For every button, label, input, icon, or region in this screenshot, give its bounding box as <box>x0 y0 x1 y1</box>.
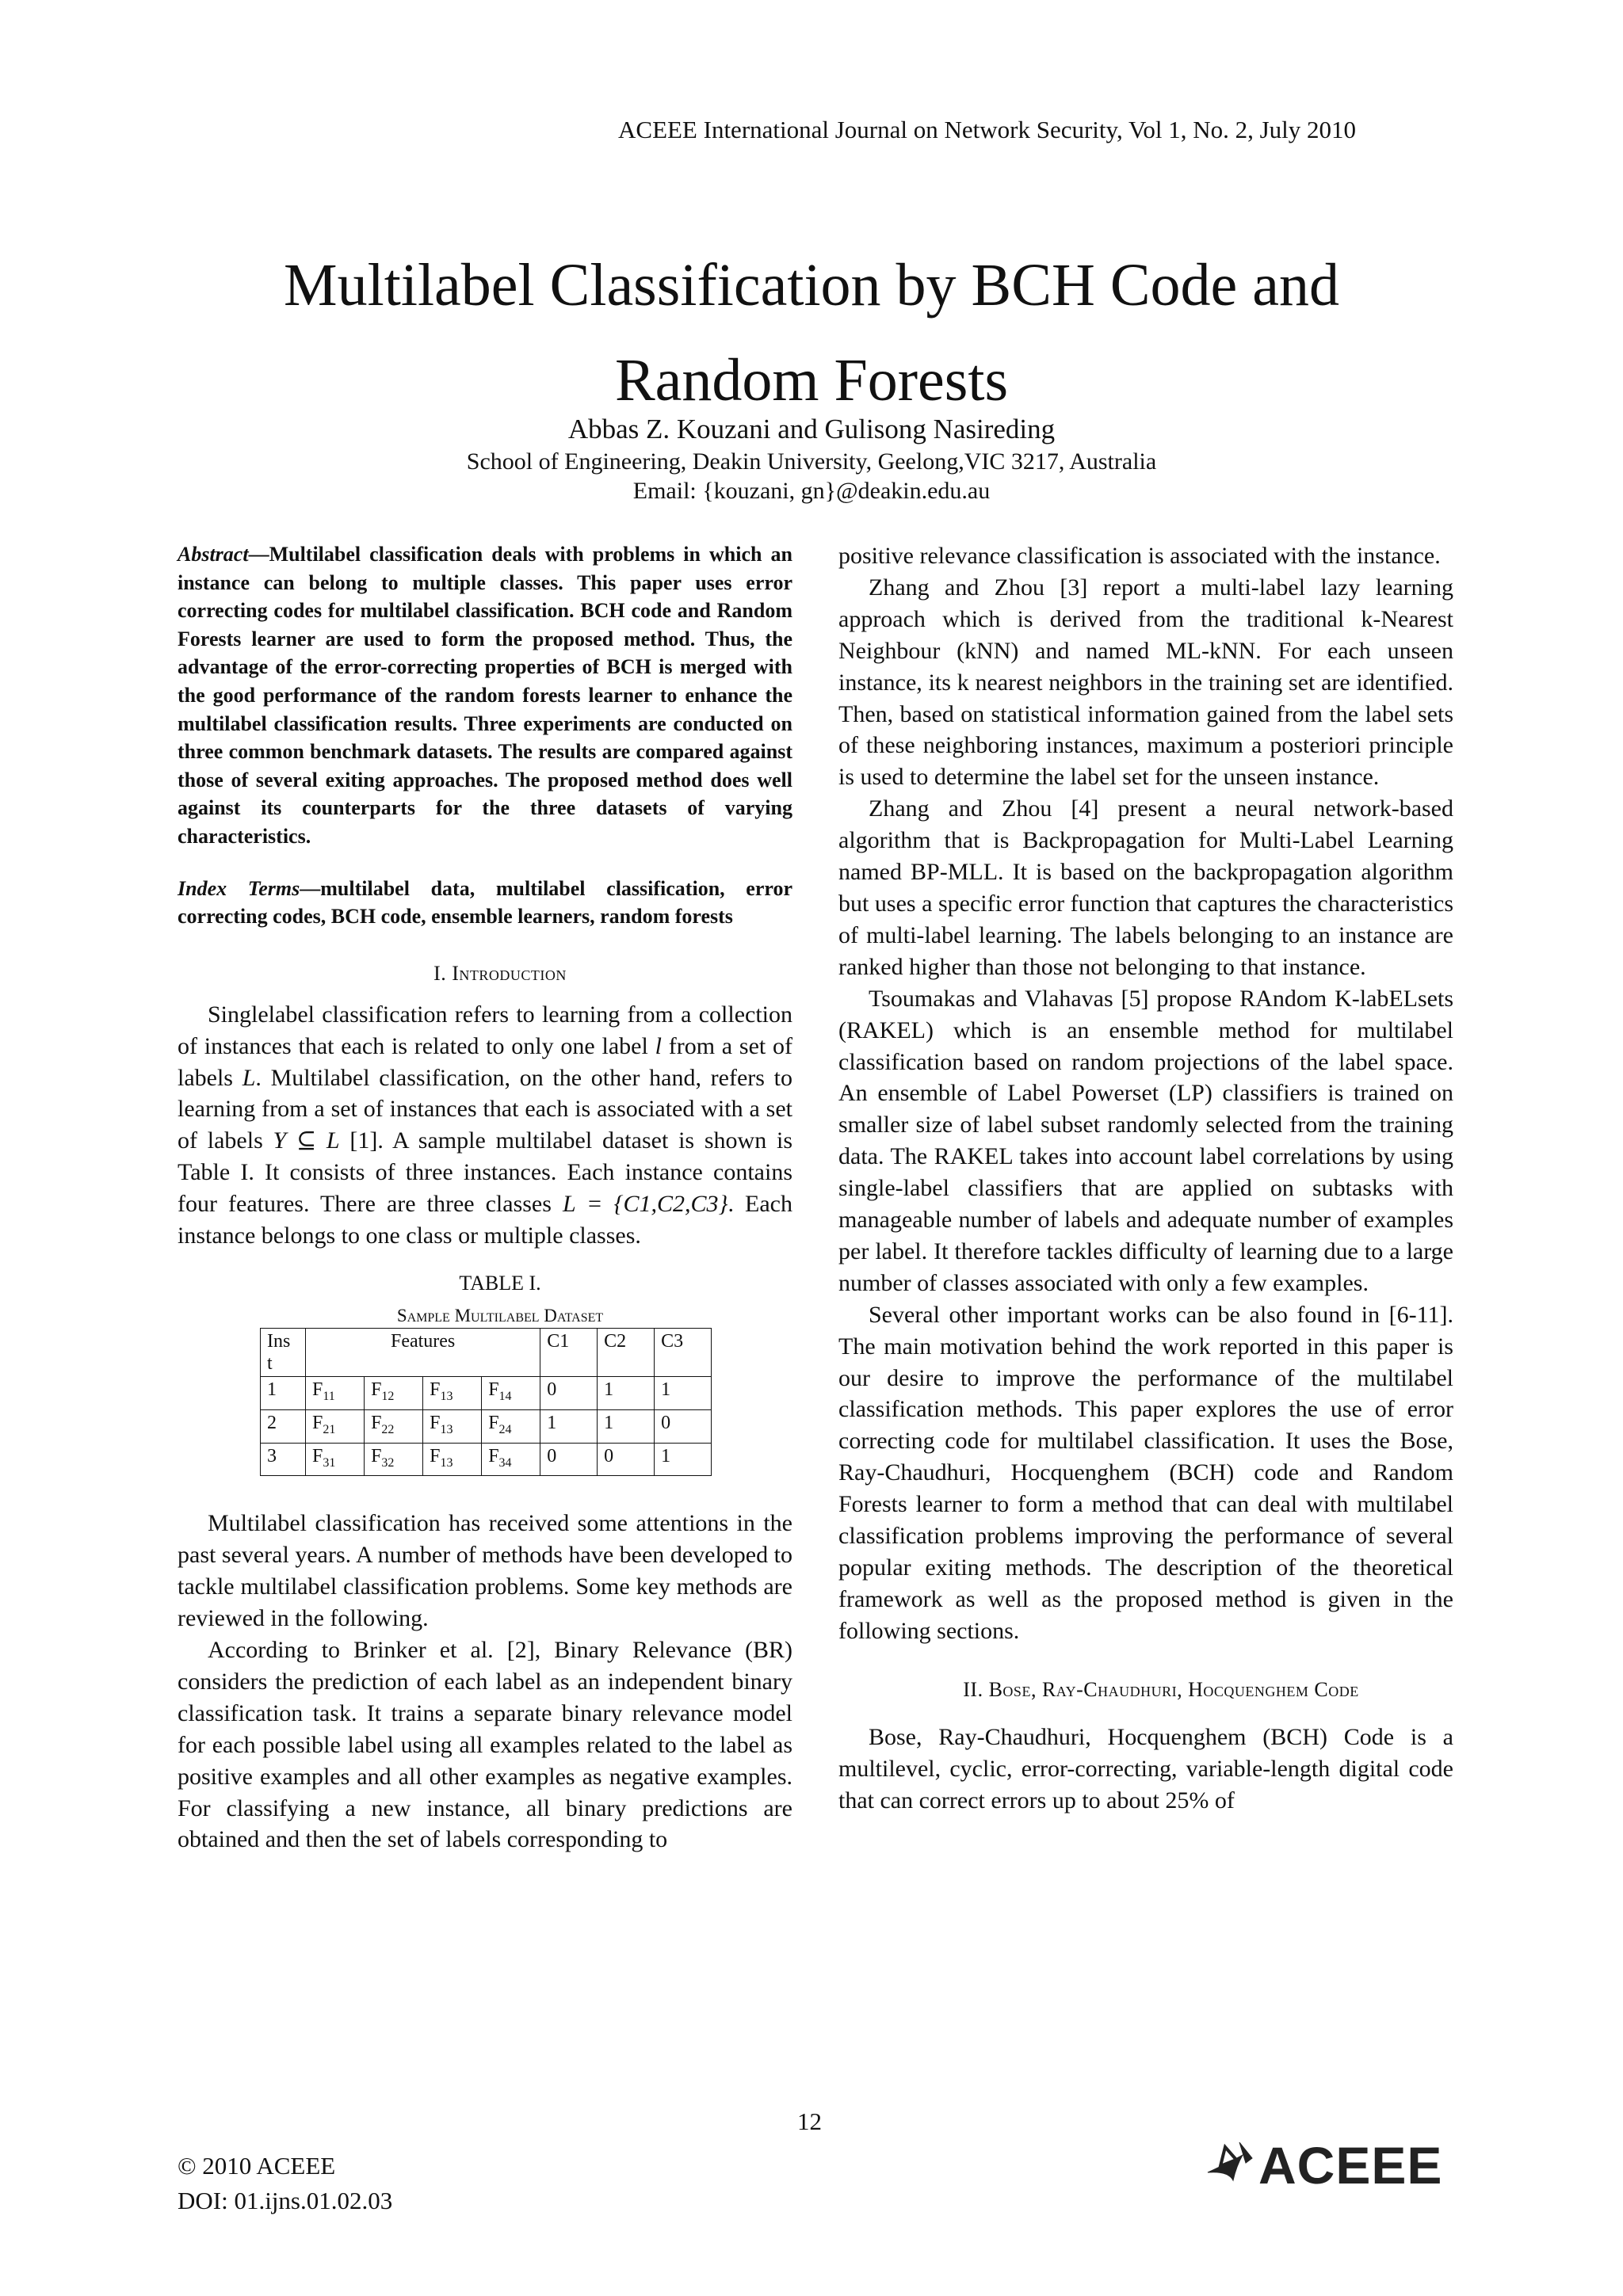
index-terms <box>178 875 792 931</box>
table-cell: 2 <box>261 1409 306 1443</box>
table-cell: 1 <box>598 1409 655 1443</box>
journal-header: ACEEE International Journal on Network Security, Vol 1, No. 2, July 2010 <box>618 116 1357 143</box>
table-cell: $F_{31}$ <box>306 1443 365 1476</box>
intro-paragraph-3: According to Brinker et al. [2], Binary Relevance (BR) considers the prediction of each label as an independent binary classification task. It trains a separate binary relevance model for each possible label using all examples related to the label as positive examples and all other examples as negative examples. For classifying a new instance, all binary predictions are obtained and then the set of labels corresponding to <box>178 1636 792 1853</box>
abstract-label: Abstract <box>178 543 249 566</box>
aceee-logo <box>1205 2131 1458 2195</box>
table-cell: $F_{13}$ <box>423 1443 482 1476</box>
table-subtitle: Sample Multilabel Dataset <box>396 1305 604 1325</box>
abstract-text: —Multilabel classification deals with problems in which an instance can belong to multiple classes. This paper uses error correcting codes for multilabel classification. BCH code and Random Forests learner are used to form the proposed method. Thus, the advantage of the error-correcting properties of BCH is merged with the good performance of the random forests learner to enhance the multilabel classification results. Three experiments are conducted on three common benchmark datasets. The results are compared against those of several exiting approaches. The proposed method does well against its counterparts for the three datasets of varying characteristics. <box>178 543 792 848</box>
table-header-row <box>261 1328 712 1376</box>
doi: DOI: 01.ijns.01.02.03 <box>178 2187 393 2214</box>
table-row <box>261 1409 712 1443</box>
footer-left <box>178 2149 392 2218</box>
logo-text: ACEEE <box>1258 2136 1443 2195</box>
copyright: © 2010 ACEEE <box>178 2152 336 2180</box>
table-cell: $F_{13}$ <box>423 1409 482 1443</box>
table-header-cell: C2 <box>598 1328 655 1376</box>
table-cell: 1 <box>598 1376 655 1409</box>
email: Email: {kouzani, gn}@deakin.edu.au <box>632 478 991 504</box>
table-cell: $F_{11}$ <box>306 1376 365 1409</box>
title-line-2: Random Forests <box>614 347 1009 414</box>
table-cell: $F_{21}$ <box>306 1409 365 1443</box>
table-header-cell: Features <box>306 1328 540 1376</box>
table-cell: $F_{34}$ <box>482 1443 540 1476</box>
table-cell: 1 <box>655 1376 712 1409</box>
section-1-heading: I. Introduction <box>433 961 567 985</box>
table-header-cell: Ins t <box>261 1328 306 1376</box>
table-header-cell: C1 <box>540 1328 598 1376</box>
affiliation: School of Engineering, Deakin University, Geelong,VIC 3217, Australia <box>466 448 1157 475</box>
table-cell: 1 <box>540 1409 598 1443</box>
section-2-heading: II. Bose, Ray-Chaudhuri, Hocquenghem Code <box>963 1677 1359 1701</box>
page-number: 12 <box>797 2107 822 2135</box>
sample-dataset-table <box>260 1328 712 1476</box>
index-terms-text: —multilabel data, multilabel classification, error correcting codes, BCH code, ensemble learners, random forests <box>178 876 792 929</box>
left-column <box>178 540 792 1855</box>
table-cell: $F_{22}$ <box>365 1409 423 1443</box>
table-cell: 0 <box>540 1376 598 1409</box>
star-swoosh-icon <box>1208 2142 1252 2180</box>
table-cell: $F_{12}$ <box>365 1376 423 1409</box>
table-cell: $F_{14}$ <box>482 1376 540 1409</box>
paper-title <box>0 238 1623 428</box>
right-column <box>838 540 1453 1816</box>
table-row <box>261 1443 712 1476</box>
table-row <box>261 1376 712 1409</box>
right-paragraph-4: Several other important works can be also found in [6-11]. The main motivation behind the work reported in this paper is our desire to improve the performance of the multilabel classification methods. This paper explores the use of error correcting code for multilabel classification. It uses the Bose, Ray-Chaudhuri, Hocquenghem (BCH) code and Random Forests learner to form a method that can deal with multilabel classification problems improving the performance of several popular exiting methods. The description of the theoretical framework as well as the proposed method is given in the following sections. <box>838 1301 1453 1644</box>
right-paragraph-1: Zhang and Zhou [3] report a multi-label lazy learning approach which is derived from the traditional k-Nearest Neighbour (kNN) and named ML-kNN. For each unseen instance, its k nearest neighbors in the training set are identified. Then, based on statistical information gained from the label sets of these neighboring instances, maximum a posteriori principle is used to determine the label set for the unseen instance. <box>838 574 1453 791</box>
authors: Abbas Z. Kouzani and Gulisong Nasireding <box>567 414 1056 444</box>
abstract <box>178 540 792 851</box>
affiliation-block <box>0 447 1623 505</box>
table-cell: $F_{13}$ <box>423 1376 482 1409</box>
right-paragraph-2: Zhang and Zhou [4] present a neural network-based algorithm that is Backpropagation for Multi-Label Learning named BP-MLL. It is based on the backpropagation algorithm but uses a specific error function that captures the characteristics of multi-label learning. The labels belonging to an instance are ranked higher than those not belonging to that instance. <box>838 795 1453 980</box>
table-cell: $F_{32}$ <box>365 1443 423 1476</box>
table-cell: 1 <box>261 1376 306 1409</box>
table-header-cell: C3 <box>655 1328 712 1376</box>
table-caption: TABLE I. <box>459 1271 541 1295</box>
table-cell: 3 <box>261 1443 306 1476</box>
table-cell: 0 <box>540 1443 598 1476</box>
table-cell: 1 <box>655 1443 712 1476</box>
intro-paragraph-1: Singlelabel classification refers to learning from a collection of instances that each is related to only one label l from a set of labels L. Multilabel classification, on the other hand, refers to learning from a set of instances that each is associated with a set of labels Y ⊆ L [1]. A sample multilabel dataset is shown is Table I. It consists of three instances. Each instance contains four features. There are three classes L = {C1,C2,C3}. Each instance belongs to one class or multiple classes. <box>178 1001 792 1249</box>
right-paragraph-3: Tsoumakas and Vlahavas [5] propose RAndom K-labELsets (RAKEL) which is an ensemble method for multilabel classification based on random projections of the label space. An ensemble of Label Powerset (LP) classifiers is trained on smaller size of label subset randomly selected from the training data. The RAKEL takes into account label correlations by using single-label classifiers that are applied on subtasks with manageable number of labels and adequate number of examples per label. It therefore tackles difficulty of learning due to a large number of classes associated with only a few examples. <box>838 985 1453 1296</box>
right-paragraph-0: positive relevance classification is associated with the instance. <box>838 543 1441 569</box>
table-cell: 0 <box>598 1443 655 1476</box>
intro-paragraph-2: Multilabel classification has received some attentions in the past several years. A number of methods have been developed to tackle multilabel classification problems. Some key methods are reviewed in the following. <box>178 1510 792 1632</box>
table-cell: 0 <box>655 1409 712 1443</box>
index-terms-label: Index Terms <box>178 876 300 900</box>
table-cell: $F_{24}$ <box>482 1409 540 1443</box>
title-line-1: Multilabel Classification by BCH Code and <box>284 252 1339 318</box>
aceee-logo-graphic <box>1205 2131 1458 2195</box>
bch-paragraph-1: Bose, Ray-Chaudhuri, Hocquenghem (BCH) Code is a multilevel, cyclic, error-correcting, variable-length digital code that can correct errors up to about 25% of <box>838 1723 1453 1814</box>
